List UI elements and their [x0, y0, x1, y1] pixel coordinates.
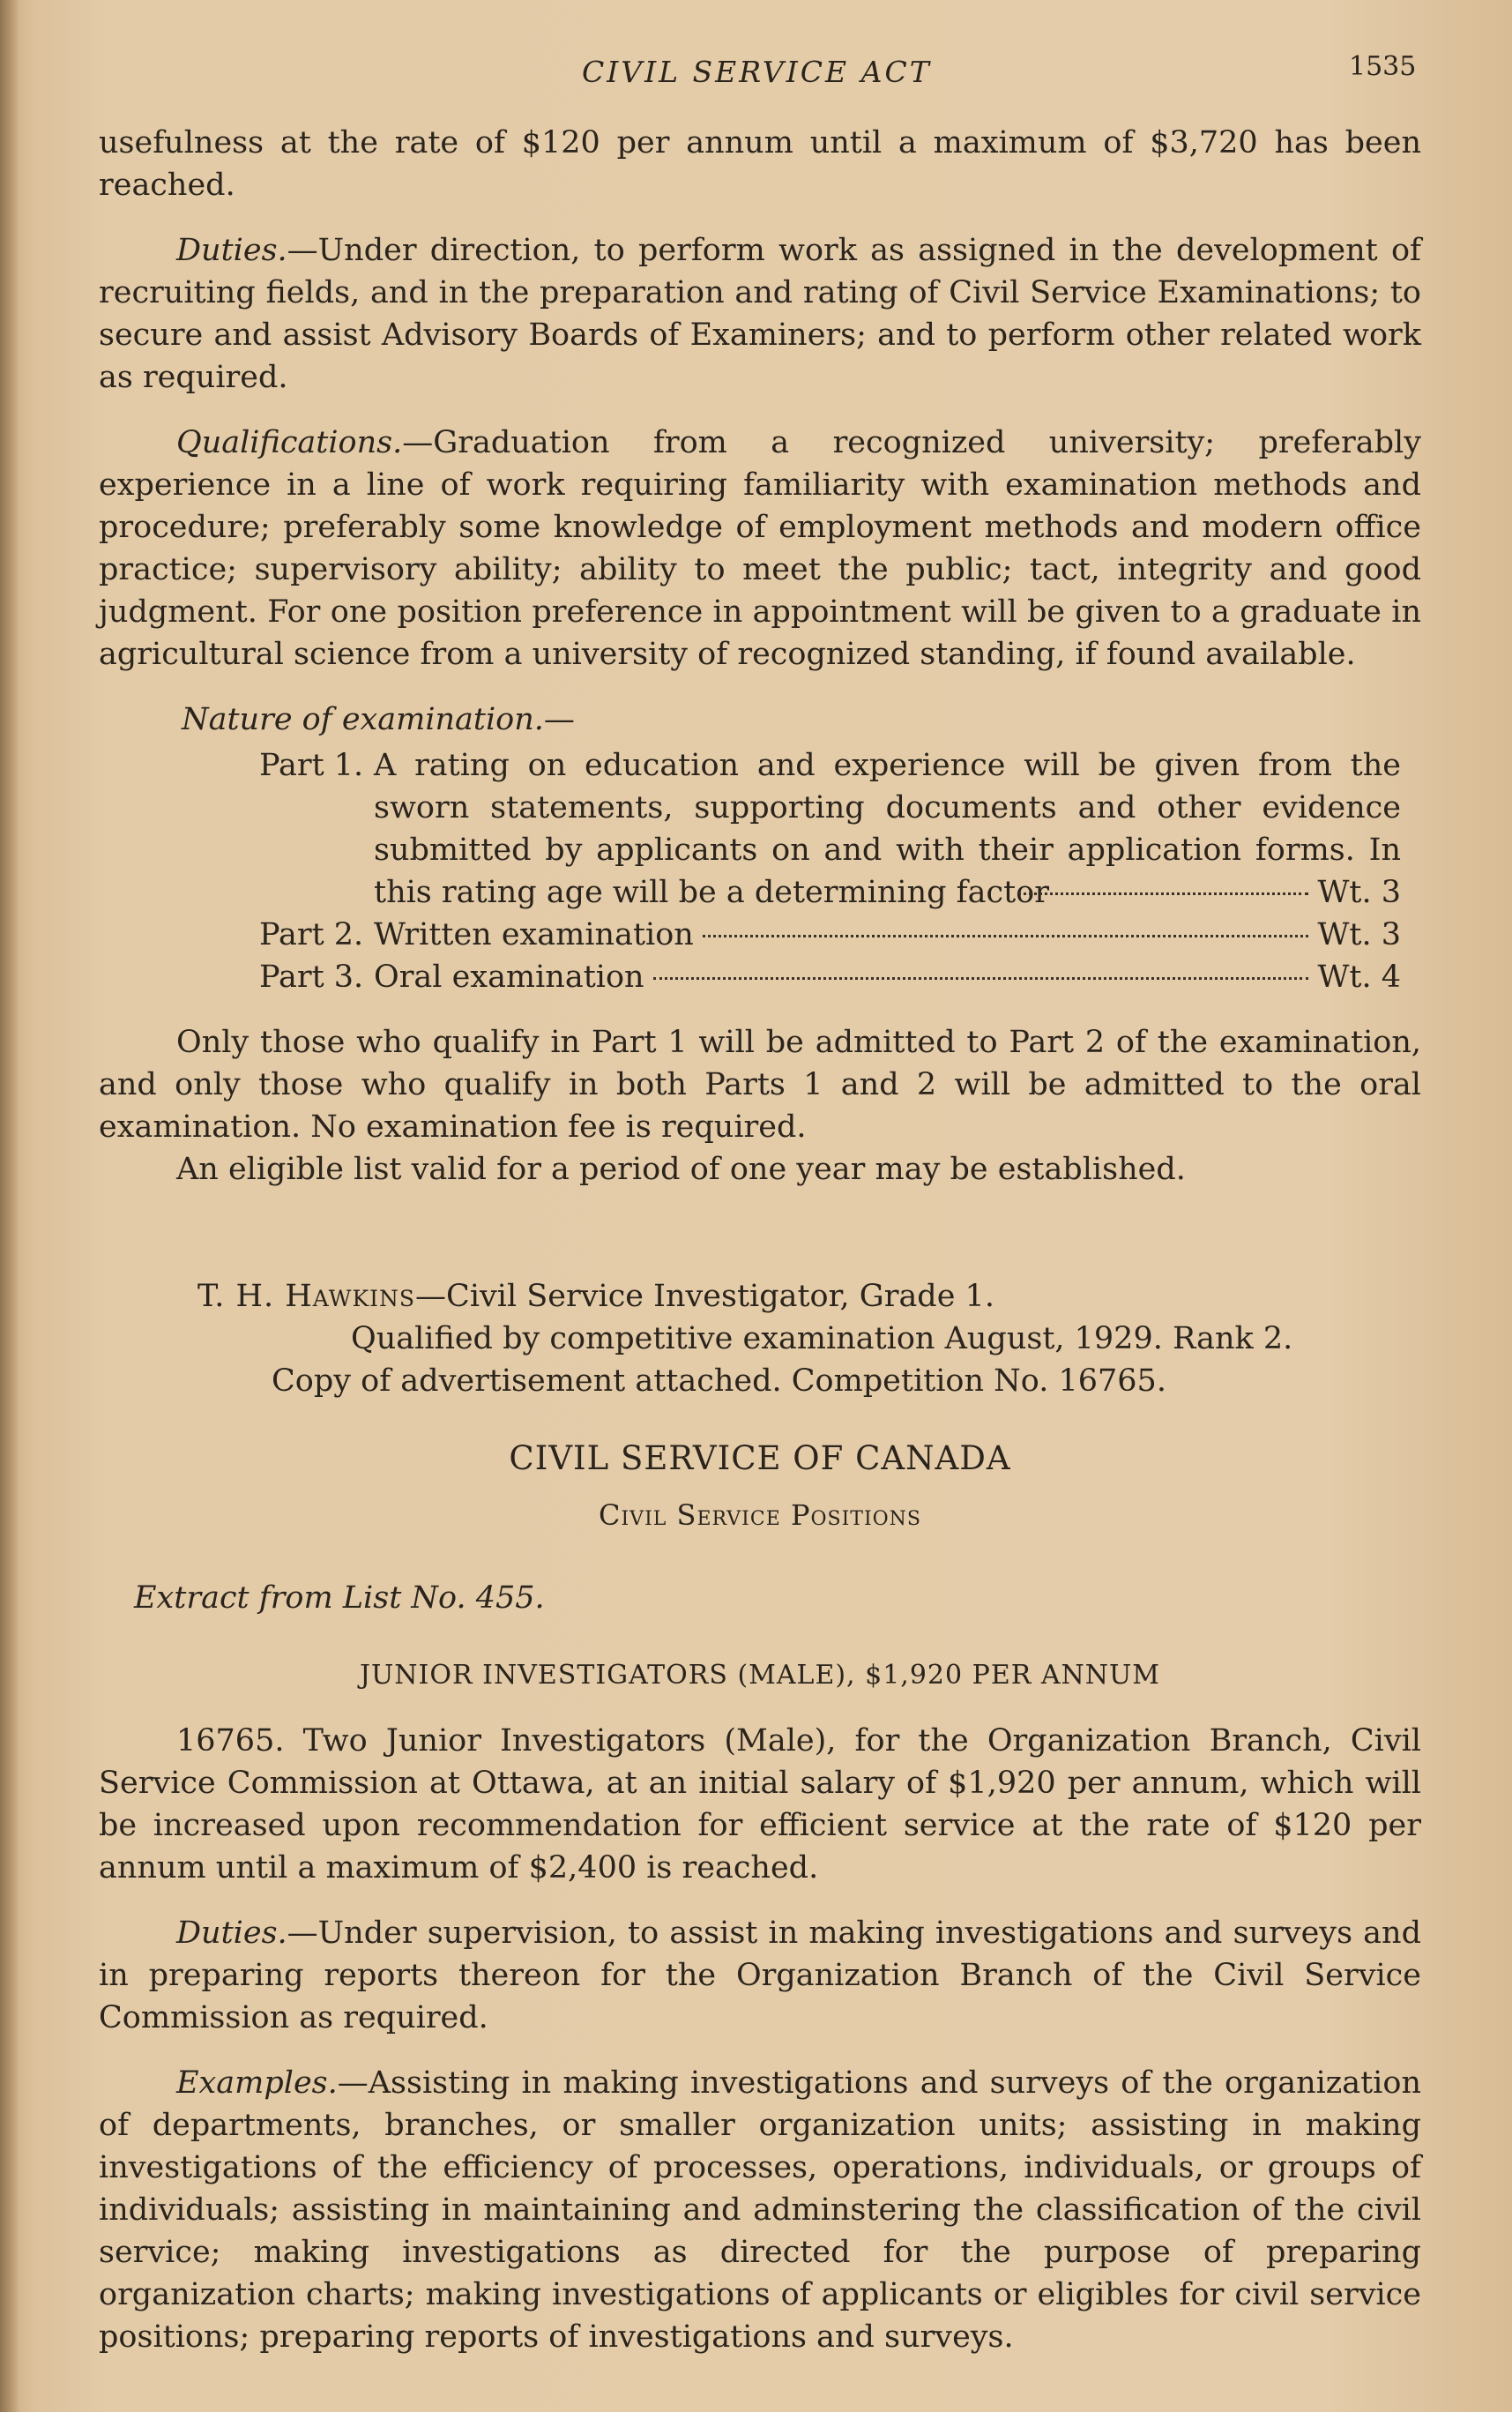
position-duties-paragraph: [99, 1912, 1421, 2039]
position-heading: JUNIOR INVESTIGATORS (MALE), $1,920 PER ANNUM: [359, 1660, 1161, 1691]
position-examples-label: Examples.: [176, 2065, 338, 2101]
section-heading: CIVIL SERVICE OF CANADA: [509, 1439, 1011, 1477]
part-2-weight: Wt. 3: [1317, 917, 1401, 952]
position-intro-paragraph: 16765. Two Junior Investigators (Male), for the Organization Branch, Civil Service Commission at Ottawa, at an initial salary of $1,920 per annum, which will be increased upon recommendation for efficient service at the rate of $120 per annum until a maximum of $2,400 is reached.: [99, 1723, 1421, 1886]
examination-parts: [99, 744, 1401, 998]
part-1-text: A rating on education and experience will be given from the sworn statements, supporting documents and other evidence submitted by applicants on and with their application forms. In this rating age will be a determining factor: [374, 748, 1401, 910]
position-examples-paragraph: [99, 2062, 1421, 2358]
page-number: 1535: [1349, 51, 1417, 82]
page-binding-edge: [0, 0, 19, 2412]
position-duties-label: Duties.: [176, 1915, 287, 1951]
exam-part-2: [259, 914, 1401, 956]
part-3-label: Part 3.: [259, 960, 364, 995]
appointee-position: —Civil Service Investigator, Grade 1.: [415, 1279, 994, 1314]
part-2-leader: [703, 935, 1309, 937]
position-examples-text: —Assisting in making investigations and surveys of the organization of departments, branches, or smaller organization units; assisting in making investigations of the efficiency of processes, operations, individuals, or groups of individuals; assisting in maintaining and adminstering the classification of the civil service; making investigations as directed for the purpose of preparing organization charts; making investigations of applicants or eligibles for civil service positions; preparing reports of investigations and surveys.: [99, 2065, 1421, 2355]
extract-reference: Extract from List No. 455.: [134, 1580, 545, 1616]
nature-of-examination-label: Nature of examination.—: [182, 702, 575, 737]
eligible-list-paragraph: An eligible list valid for a period of one year may be established.: [176, 1152, 1186, 1187]
running-title: CIVIL SERVICE ACT: [582, 55, 932, 89]
exam-part-1: [259, 744, 1401, 914]
page-body: [99, 122, 1421, 2358]
duties-label: Duties.: [176, 233, 287, 268]
appointment-line: [99, 1275, 1421, 1318]
part-3-weight: Wt. 4: [1317, 960, 1401, 995]
qualifications-paragraph: [99, 422, 1421, 676]
part-3-leader: [653, 977, 1309, 980]
page-header: [0, 51, 1512, 90]
part-2-label: Part 2.: [259, 917, 364, 952]
exam-part-3: [259, 956, 1401, 998]
part-3-text: Oral examination: [374, 960, 644, 995]
position-duties-text: —Under supervision, to assist in making investigations and surveys and in preparing reports thereon for the Organization Branch of the Civil Service Commission as required.: [99, 1915, 1421, 2035]
admission-paragraph: Only those who qualify in Part 1 will be admitted to Part 2 of the examination, and only those who qualify in both Parts 1 and 2 will be admitted to the oral examination. No examination fee is required.: [99, 1025, 1421, 1145]
continuation-paragraph: usefulness at the rate of $120 per annum until a maximum of $3,720 has been reached.: [99, 125, 1421, 203]
appointment-qualified: Qualified by competitive examination August, 1929. Rank 2.: [351, 1321, 1293, 1356]
qualifications-text: —Graduation from a recognized university; preferably experience in a line of work requiring familiarity with examination methods and procedure; preferably some knowledge of employment methods and modern office practice; supervisory ability; ability to meet the public; tact, integrity and good judgment. For one position preference in appointment will be given to a graduate in agricultural science from a university of recognized standing, if found available.: [99, 425, 1421, 672]
part-2-text: Written examination: [374, 917, 694, 952]
part-1-leader: [1017, 892, 1308, 895]
duties-text: —Under direction, to perform work as assigned in the development of recruiting fields, and in the preparation and rating of Civil Service Examinations; to secure and assist Advisory Boards of Examiners; and to perform other related work as required.: [99, 233, 1421, 395]
appointment-copy-note: Copy of advertisement attached. Competition No. 16765.: [272, 1363, 1166, 1399]
duties-paragraph: [99, 229, 1421, 399]
part-1-weight: Wt. 3: [1317, 875, 1401, 910]
appointee-name: T. H. Hawkins: [197, 1279, 416, 1314]
section-subheading: Civil Service Positions: [599, 1498, 921, 1532]
qualifications-label: Qualifications.: [176, 425, 403, 460]
part-1-label: Part 1.: [259, 748, 364, 783]
